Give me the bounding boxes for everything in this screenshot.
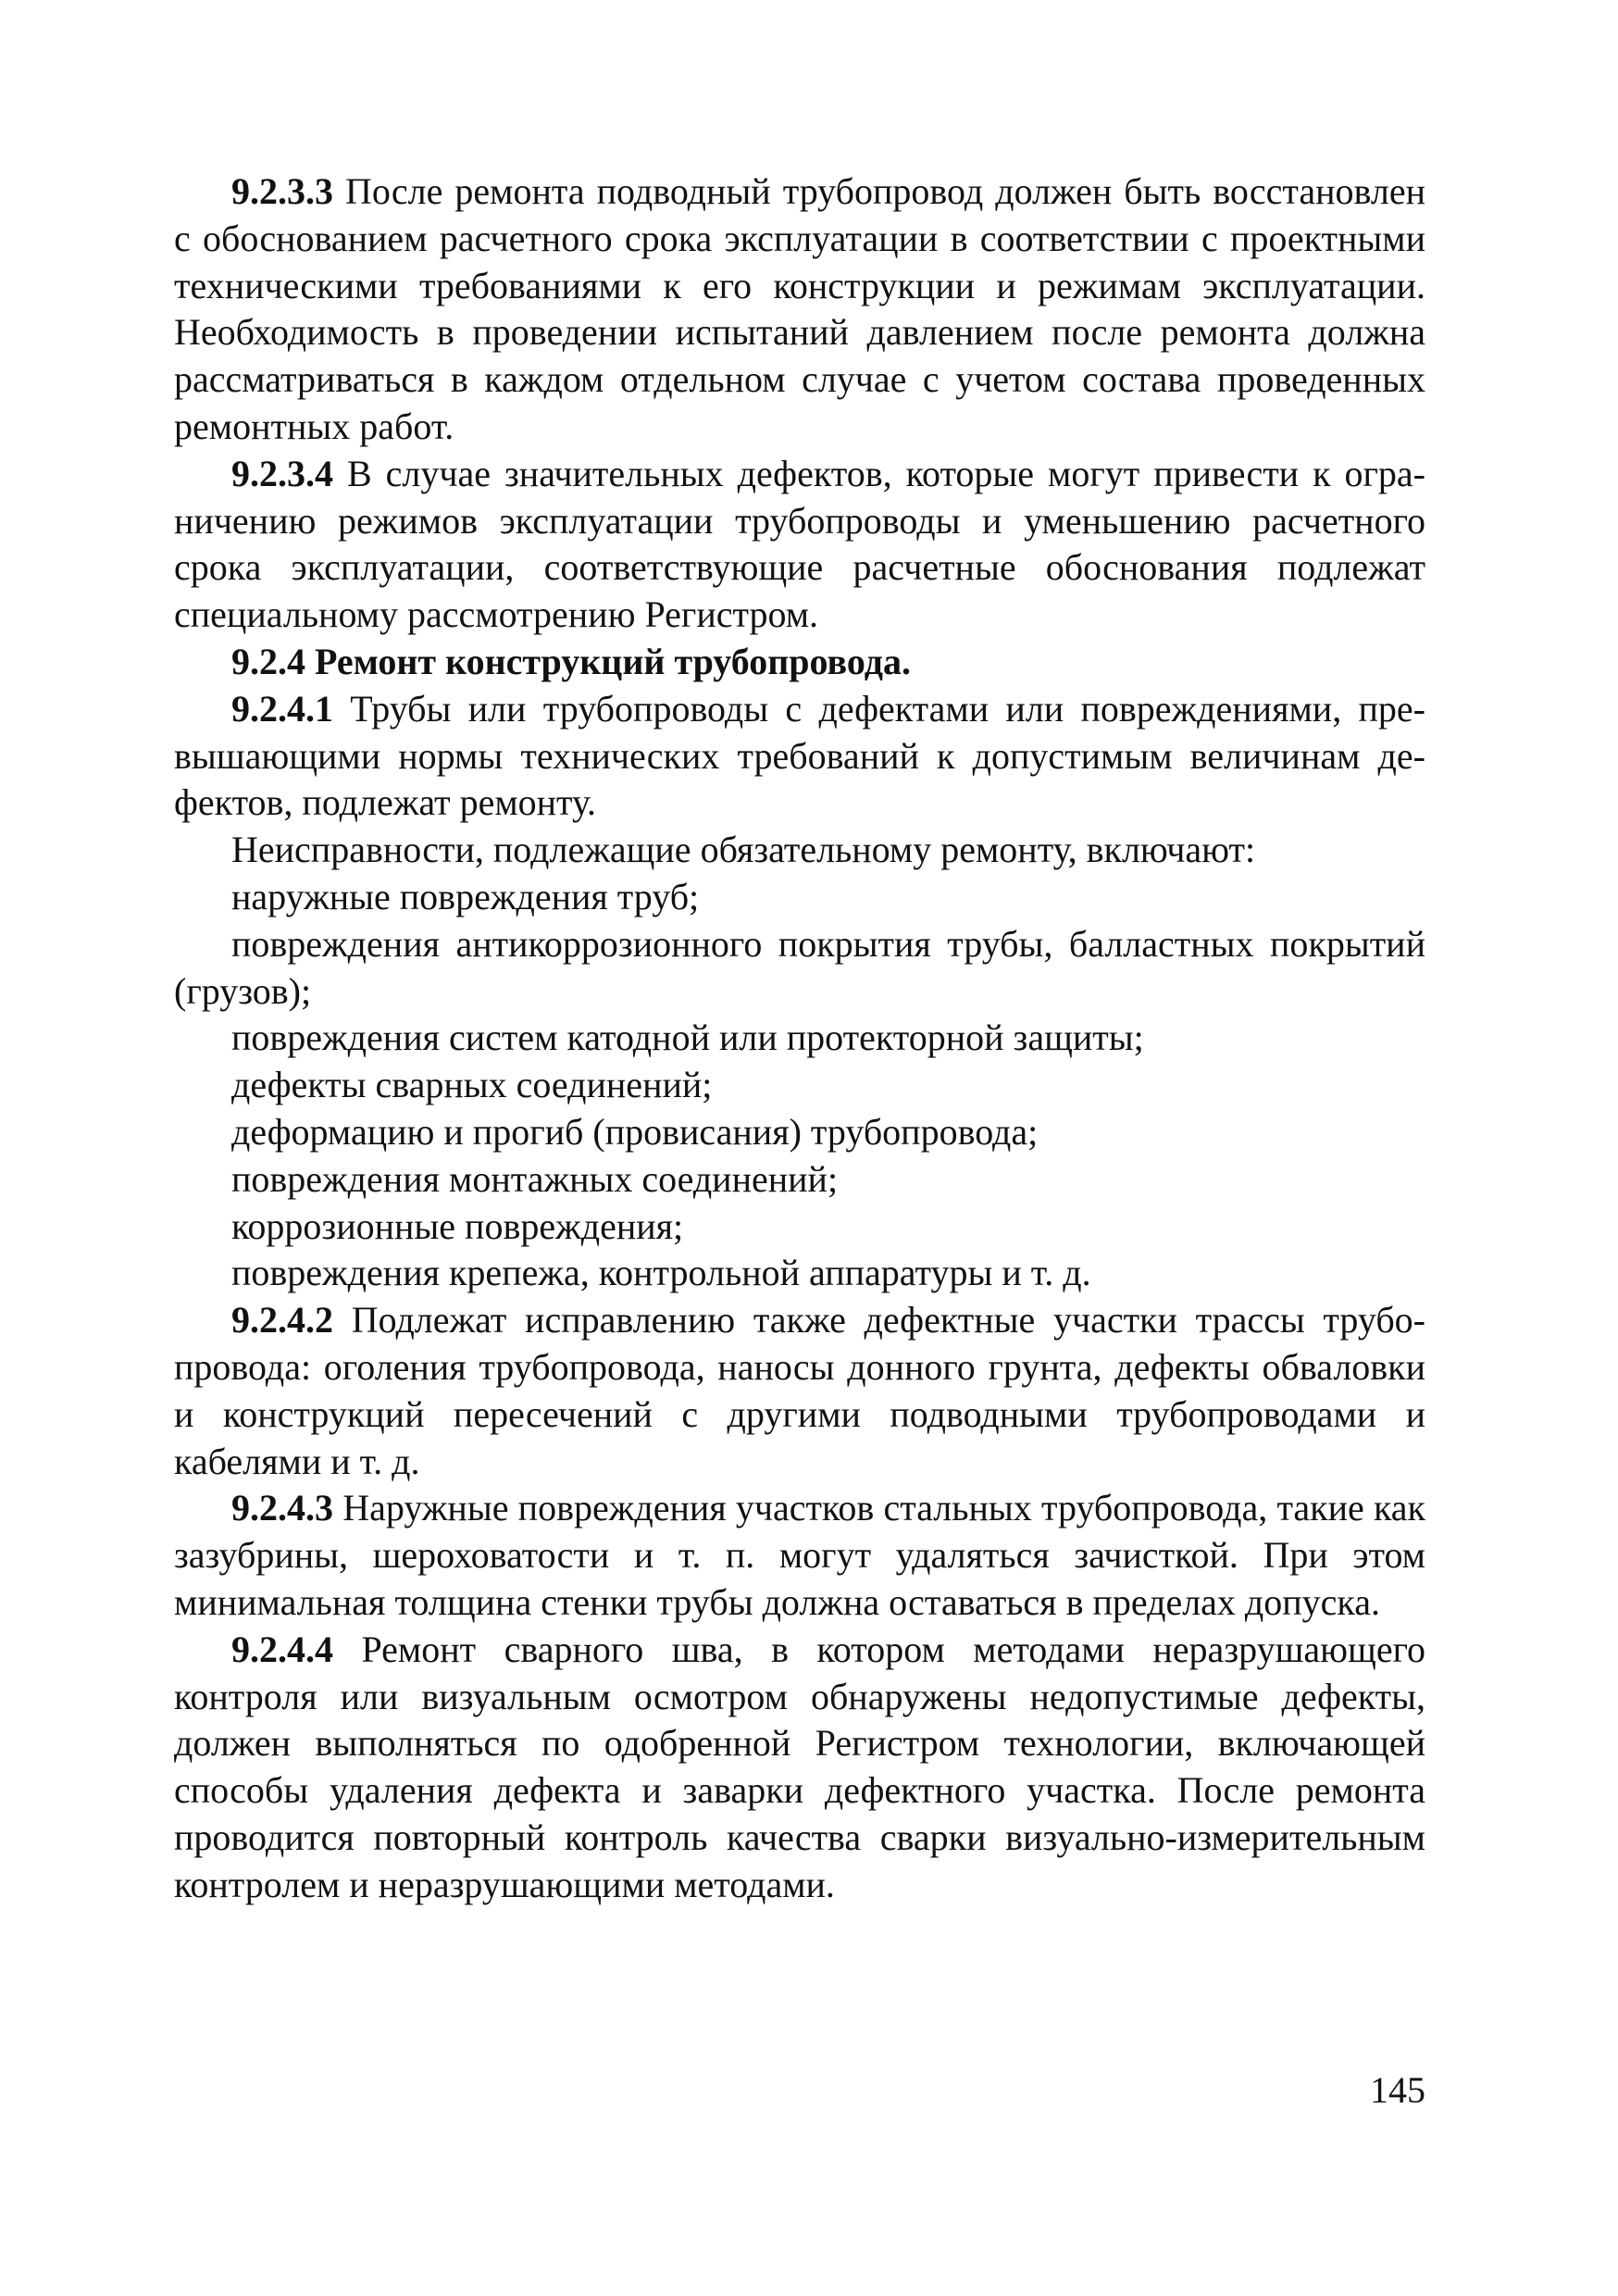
page-text: [174, 168, 1425, 1908]
section-heading-9-2-4: 9.2.4 Ремонт конструкций трубопровода.: [231, 640, 911, 682]
paragraph-text: Трубы или трубопроводы с дефектами или повреждениями, превышающими нормы технических требований к допустимым величинам дефектов, подлежат ремонту.: [174, 687, 1425, 824]
list-item: повреждения антикоррозионного покрытия трубы, балластных покрытий (грузов);: [174, 922, 1425, 1012]
paragraph-9-2-4-4: [174, 1627, 1425, 1909]
section-number: 9.2.3.4: [231, 452, 333, 494]
paragraph-9-2-3-3: [174, 168, 1425, 451]
list-item: коррозионные повреждения;: [231, 1204, 684, 1247]
paragraph-9-2-3-4: [174, 451, 1425, 639]
paragraph-9-2-4-2: [174, 1297, 1425, 1485]
section-number: 9.2.4.1: [231, 687, 333, 730]
paragraph-9-2-4-3: [174, 1485, 1425, 1626]
paragraph-9-2-4-1: [174, 686, 1425, 827]
list-item: повреждения систем катодной или протекторной защиты;: [231, 1017, 1144, 1059]
paragraph-text: Подлежат исправлению также дефектные участки трассы трубопровода: оголения трубопровода, наносы донного грунта, дефекты обваловки и конструкций пересечений с другими подводными трубопроводами и кабелями и т. д.: [174, 1299, 1425, 1482]
paragraph-text: После ремонта подводный трубопровод должен быть восстановлен с обоснованием расчетного срока эксплуатации в соответствии с проектными техническими требованиями к его конструкции и режимам эксплуатации. Необходимость в проведении испытаний давлением после ремонта должна рассматриваться в каждом отдельном случае с учетом состава проведенных ремонтных работ.: [174, 170, 1425, 447]
page-number: 145: [1370, 2069, 1425, 2111]
section-number: 9.2.4.3: [231, 1487, 333, 1529]
list-intro: Неисправности, подлежащие обязательному ремонту, включают:: [231, 829, 1256, 871]
section-number: 9.2.4.2: [231, 1299, 333, 1341]
list-item: наружные повреждения труб;: [231, 875, 700, 917]
list-item: повреждения крепежа, контрольной аппаратуры и т. д.: [231, 1252, 1091, 1294]
section-number: 9.2.3.3: [231, 170, 333, 212]
paragraph-text: В случае значительных дефектов, которые могут привести к ограничению режимов эксплуатации трубопроводы и уменьшению расчетного срока эксплуатации, соответствующие расчетные обоснования подлежат специальному рассмотрению Регистром.: [174, 452, 1425, 636]
paragraph-text: Наружные повреждения участков стальных трубопровода, такие как зазубрины, шероховатости и т. п. могут удаляться зачисткой. При этом минимальная толщина стенки трубы должна оставаться в пределах допуска.: [174, 1487, 1425, 1623]
list-item: деформацию и прогиб (провисания) трубопровода;: [231, 1110, 1039, 1153]
section-number: 9.2.4.4: [231, 1628, 333, 1670]
paragraph-text: Ремонт сварного шва, в котором методами неразрушающего контроля или визуальным осмотром обнаружены недопустимые дефекты, должен выполняться по одобренной Регистром технологии, включающей способы удаления дефекта и заварки дефектного участка. После ремонта проводится повторный контроль качества сварки визуально-измерительным контролем и неразрушающими методами.: [174, 1628, 1425, 1905]
list-item: повреждения монтажных соединений;: [231, 1157, 839, 1200]
list-item: дефекты сварных соединений;: [231, 1064, 713, 1106]
